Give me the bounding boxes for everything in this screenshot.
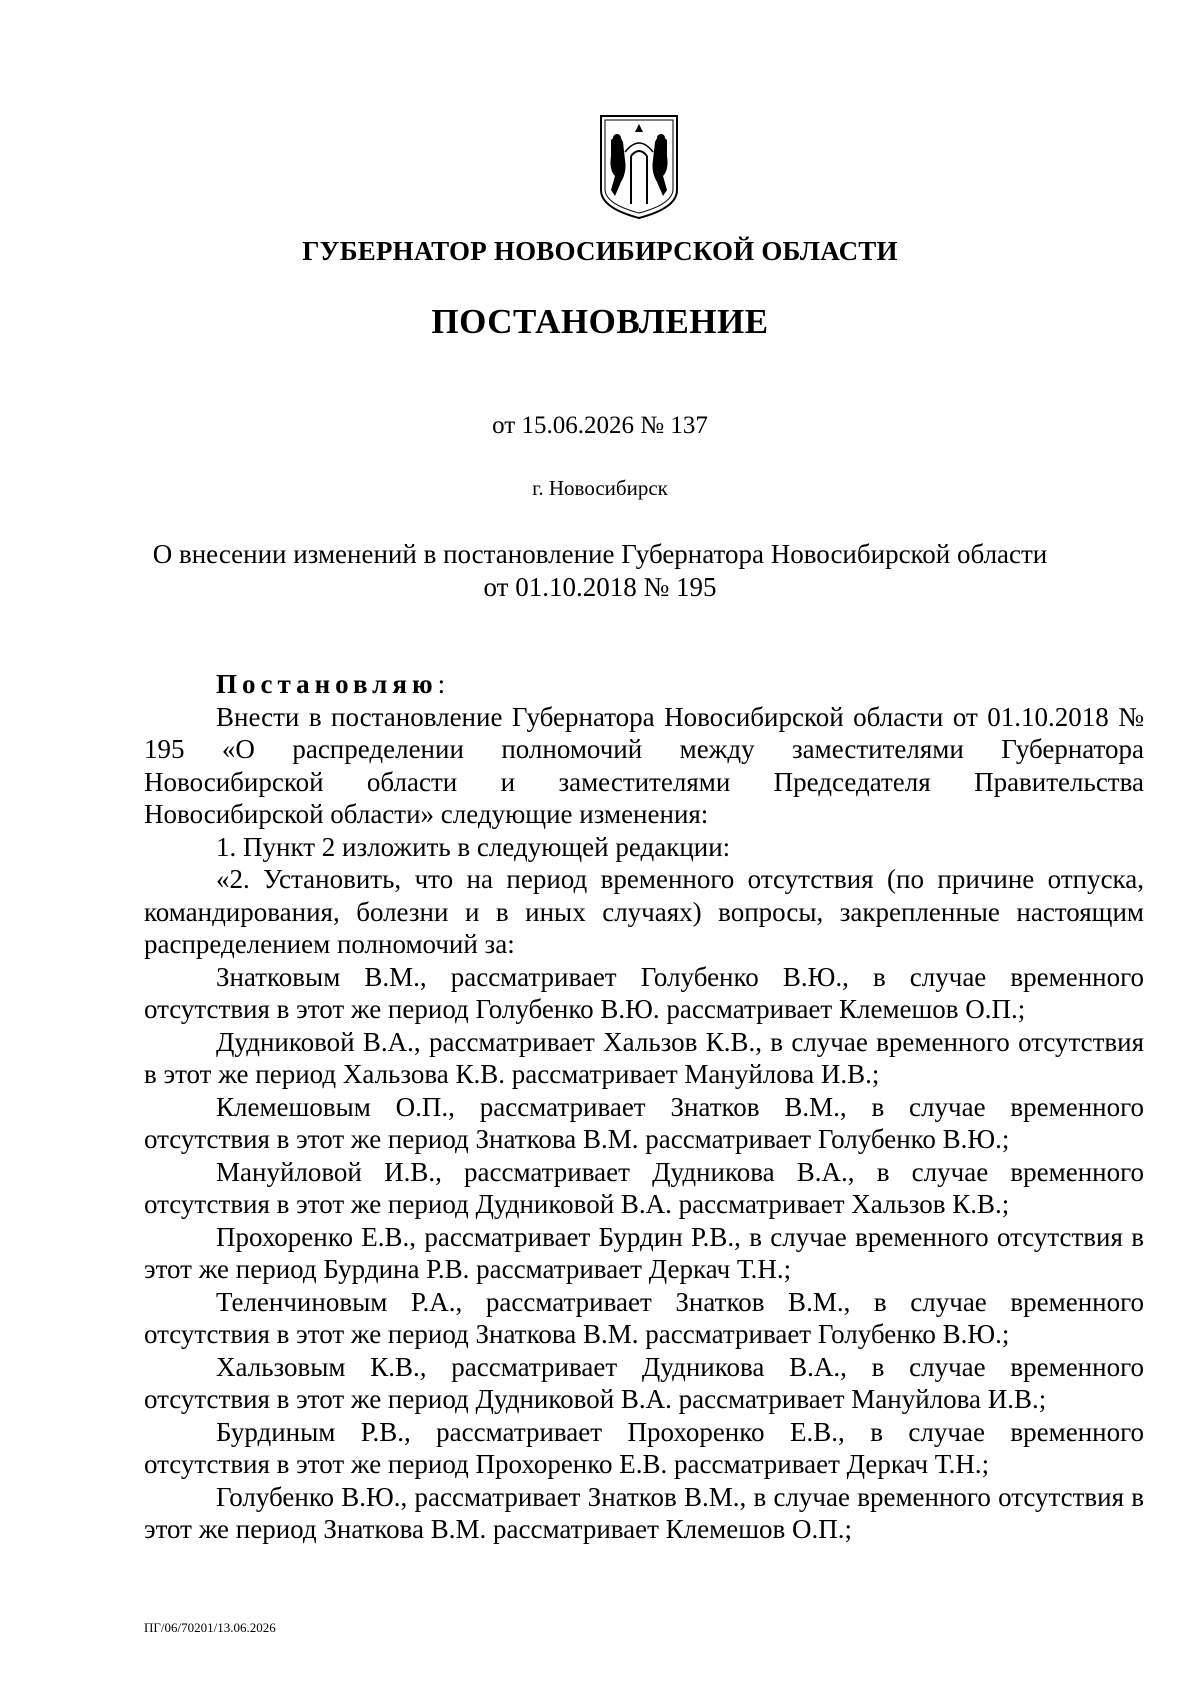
assignment-paragraph: Мануйловой И.В., рассматривает Дудникова В.А., в случае временного отсутствия в этот же период Дудниковой В.А. рассматривает Хальзов К.В.;	[144, 1156, 1144, 1219]
intro-paragraph: Внести в постановление Губернатора Новосибирской области от 01.10.2018 № 195 «О распределении полномочий между заместителями Губернатора Новосибирской области и заместителями Председателя Правительства Новосибирской области» следующие изменения:	[144, 701, 1144, 829]
document-type-title: ПОСТАНОВЛЕНИЕ	[431, 302, 769, 341]
subject-line-1: О внесении изменений в постановление Губернатора Новосибирской области	[152, 539, 1048, 569]
decree-colon: :	[437, 669, 446, 699]
assignment-paragraph: Прохоренко Е.В., рассматривает Бурдин Р.В., в случае временного отсутствия в этот же период Бурдина Р.В. рассматривает Деркач Т.Н.;	[144, 1221, 1144, 1284]
document-subject	[0, 538, 1200, 604]
document-city: г. Новосибирск	[532, 476, 668, 500]
decree-word: Постановляю	[216, 669, 438, 699]
assignment-paragraph: Хальзовым К.В., рассматривает Дудникова В.А., в случае временного отсутствия в этот же период Дудниковой В.А. рассматривает Мануйлова И.В.;	[144, 1351, 1144, 1414]
document-body	[144, 668, 1144, 1546]
assignment-paragraph: Бурдиным Р.В., рассматривает Прохоренко Е.В., в случае временного отсутствия в этот же период Прохоренко Е.В. рассматривает Деркач Т.Н.;	[144, 1416, 1144, 1479]
coat-of-arms-icon	[597, 112, 681, 222]
decree-heading	[144, 668, 1144, 701]
assignment-paragraph: Голубенко В.Ю., рассматривает Знатков В.М., в случае временного отсутствия в этот же период Знаткова В.М. рассматривает Клемешов О.П.;	[144, 1481, 1144, 1544]
item-1: 1. Пункт 2 изложить в следующей редакции:	[216, 831, 731, 862]
assignment-paragraph: Знатковым В.М., рассматривает Голубенко В.Ю., в случае временного отсутствия в этот же период Голубенко В.Ю. рассматривает Клемешов О.П.;	[144, 961, 1144, 1024]
subject-line-2: от 01.10.2018 № 195	[483, 572, 717, 602]
assignment-paragraph: Теленчиновым Р.А., рассматривает Знатков В.М., в случае временного отсутствия в этот же период Знаткова В.М. рассматривает Голубенко В.Ю.;	[144, 1286, 1144, 1349]
document-date-number: от 15.06.2026 № 137	[492, 412, 708, 439]
document-registration-code: ПГ/06/70201/13.06.2026	[144, 1620, 276, 1635]
assignment-paragraph: Клемешовым О.П., рассматривает Знатков В.М., в случае временного отсутствия в этот же период Знаткова В.М. рассматривает Голубенко В.Ю.;	[144, 1091, 1144, 1154]
assignment-paragraph: Дудниковой В.А., рассматривает Хальзов К.В., в случае временного отсутствия в этот же период Хальзова К.В. рассматривает Мануйлова И.В.;	[144, 1026, 1144, 1089]
item-1-text: «2. Установить, что на период временного отсутствия (по причине отпуска, командирования, болезни и в иных случаях) вопросы, закрепленные настоящим распределением полномочий за:	[144, 864, 1144, 959]
issuing-authority: ГУБЕРНАТОР НОВОСИБИРСКОЙ ОБЛАСТИ	[302, 236, 898, 266]
